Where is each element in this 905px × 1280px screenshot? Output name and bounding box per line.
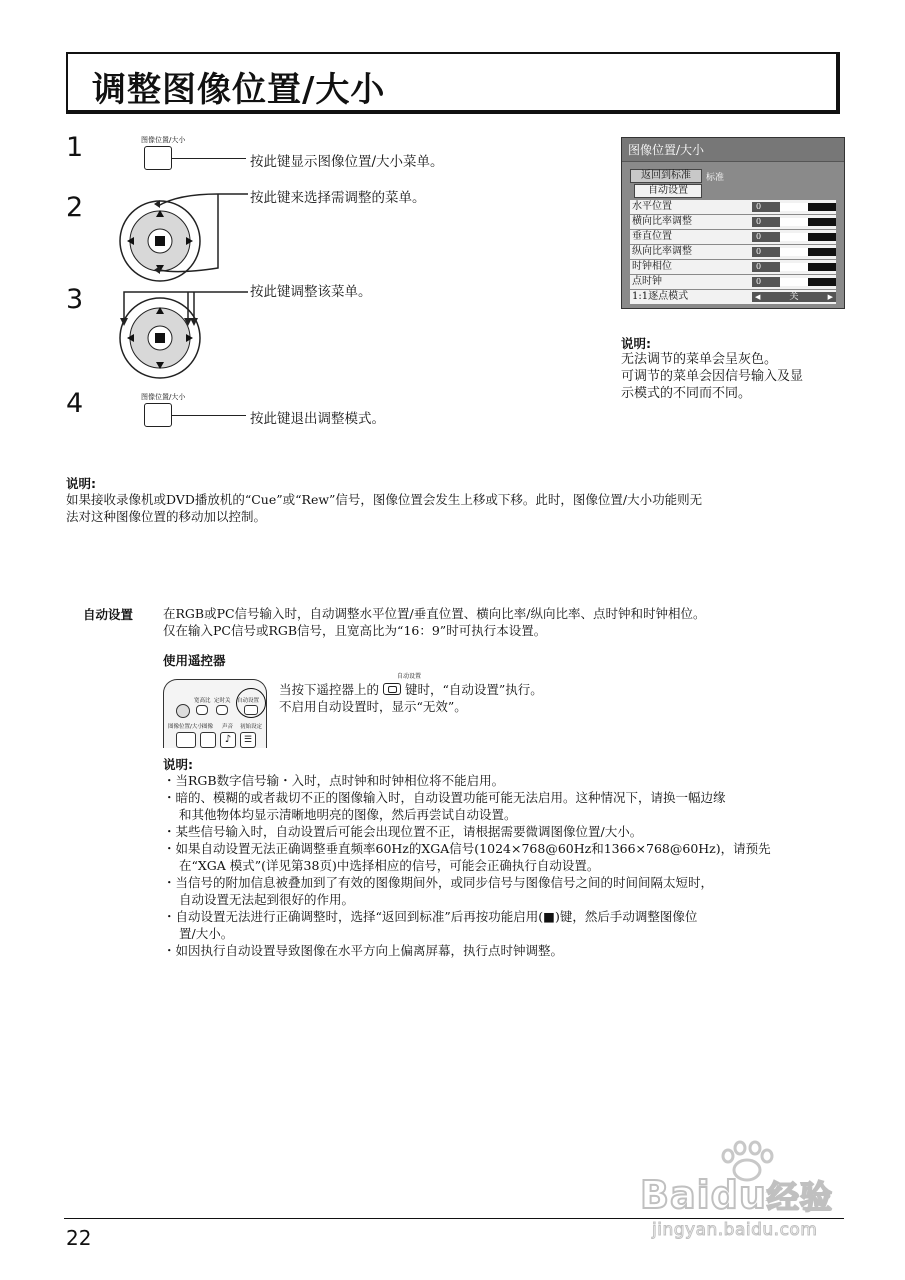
osd-row-label: 纵向比率调整 bbox=[632, 246, 692, 257]
remote-auto-label: 自动设置 bbox=[237, 698, 260, 704]
bullet-line: ・如因执行自动设置导致图像在水平方向上偏离屏幕，执行点时钟调整。 bbox=[163, 943, 564, 958]
left-arrow-icon: ◀ bbox=[755, 293, 761, 301]
step-1-leader-line bbox=[172, 158, 246, 159]
osd-dot-mode-value: 关 bbox=[789, 292, 799, 302]
auto-setup-body bbox=[163, 605, 853, 639]
osd-row-slider[interactable] bbox=[780, 278, 836, 286]
osd-row-label: 横向比率调整 bbox=[632, 216, 692, 227]
pos-size-button-icon bbox=[176, 732, 196, 748]
osd-row-label: 垂直位置 bbox=[632, 231, 672, 242]
bullet-line: 置/大小。 bbox=[179, 926, 234, 941]
step-4-key-label: 图像位置/大小 bbox=[141, 393, 186, 401]
page-title: 调整图像位置/大小 bbox=[92, 70, 386, 110]
remote-pos-size-label: 图像位置/大小 bbox=[168, 724, 203, 730]
osd-row-value: 0 bbox=[752, 262, 780, 272]
picture-button-icon bbox=[200, 732, 216, 748]
osd-row-value: 0 bbox=[752, 217, 780, 227]
bullet-line: ・当信号的附加信息被叠加到了有效的图像期间外，或同步信号与图像信号之间的时间间隔太短时， bbox=[163, 875, 714, 890]
osd-reset-item[interactable]: 返回到标准 bbox=[630, 169, 702, 183]
osd-dot-mode-select[interactable] bbox=[752, 292, 836, 302]
watermark-brand-bai: Bai bbox=[640, 1173, 711, 1217]
auto-setup-inline-icon bbox=[383, 683, 401, 695]
osd-row-value: 0 bbox=[752, 232, 780, 242]
osd-row-label: 时钟相位 bbox=[632, 261, 672, 272]
remote-line-1 bbox=[279, 681, 849, 698]
page-number: 22 bbox=[66, 1226, 92, 1250]
osd-row-slider[interactable] bbox=[780, 203, 836, 211]
bullet-item bbox=[163, 789, 853, 823]
bullet-item bbox=[163, 840, 853, 874]
remote-setup-label: 初始设定 bbox=[240, 724, 263, 730]
right-arrow-icon: ▶ bbox=[827, 293, 833, 301]
auto-setup-line: 在RGB或PC信号输入时，自动调整水平位置/垂直位置、横向比率/纵向比率、点时钟和时钟相位。 bbox=[163, 606, 706, 621]
note-1-body bbox=[66, 491, 848, 525]
note-2-heading: 说明: bbox=[163, 757, 193, 772]
step-4-number: 4 bbox=[66, 388, 84, 419]
bullet-line: 自动设置无法起到很好的作用。 bbox=[179, 892, 355, 907]
osd-row-h-position[interactable] bbox=[630, 200, 836, 214]
auto-setup-label: 自动设置 bbox=[83, 607, 134, 622]
pos-size-key-icon bbox=[144, 146, 172, 170]
side-note-line: 可调节的菜单会因信号输入及显 bbox=[621, 369, 804, 384]
bullet-item bbox=[163, 823, 853, 840]
footer-rule bbox=[64, 1218, 844, 1219]
power-icon bbox=[176, 704, 190, 718]
osd-rows bbox=[630, 200, 836, 305]
note-2-bullets bbox=[163, 772, 853, 959]
osd-row-label: 点时钟 bbox=[632, 276, 662, 287]
osd-row-v-position[interactable] bbox=[630, 230, 836, 244]
auto-setup-button-icon bbox=[244, 705, 258, 715]
osd-row-slider[interactable] bbox=[780, 248, 836, 256]
osd-row-label: 1:1逐点模式 bbox=[632, 291, 689, 302]
remote-illustration bbox=[163, 679, 267, 748]
step-3-text: 按此键调整该菜单。 bbox=[250, 284, 372, 300]
baidu-watermark bbox=[640, 1140, 855, 1245]
step-2-number: 2 bbox=[66, 192, 84, 223]
osd-row-value: 0 bbox=[752, 277, 780, 287]
note-1-heading: 说明: bbox=[66, 476, 96, 491]
pos-size-key-icon-2 bbox=[144, 403, 172, 427]
osd-menu-title: 图像位置/大小 bbox=[622, 138, 844, 162]
remote-heading: 使用遥控器 bbox=[163, 653, 226, 668]
side-note-body bbox=[621, 351, 803, 402]
side-note-line: 示模式的不同而不同。 bbox=[621, 386, 752, 401]
side-note-line: 无法调节的菜单会呈灰色。 bbox=[621, 352, 778, 367]
osd-row-slider[interactable] bbox=[780, 218, 836, 226]
bullet-item bbox=[163, 942, 853, 959]
bullet-line: ・暗的、模糊的或者裁切不正的图像输入时，自动设置功能可能无法启用。这种情况下，请换一幅边缘 bbox=[163, 790, 726, 805]
bullet-line: ・当RGB数字信号输・入时，点时钟和时钟相位将不能启用。 bbox=[163, 773, 505, 788]
dpad-left-right-icon bbox=[118, 282, 248, 392]
watermark-brand-du: du bbox=[710, 1173, 767, 1217]
setup-list-icon: ☰ bbox=[240, 732, 256, 748]
step-1-number: 1 bbox=[66, 132, 84, 163]
remote-line-2: 不启用自动设置时，显示“无效”。 bbox=[279, 699, 467, 714]
watermark-url: jingyan.baidu.com bbox=[652, 1220, 818, 1240]
remote-sound-label: 声音 bbox=[222, 724, 234, 730]
sound-note-icon: ♪ bbox=[220, 732, 236, 748]
osd-row-h-size[interactable] bbox=[630, 215, 836, 229]
watermark-brand-cn: 经验 bbox=[766, 1178, 833, 1216]
bullet-line: ・如果自动设置无法正确调整垂直频率60Hz的XGA信号(1024×768@60Hz和1366×768@60Hz)，请预先 bbox=[163, 841, 771, 856]
bullet-line: ・某些信号输入时，自动设置后可能会出现位置不正，请根据需要微调图像位置/大小。 bbox=[163, 824, 643, 839]
bullet-line: ・自动设置无法进行正确调整时，选择“返回到标准”后再按功能启用(■)键，然后手动调整图像位 bbox=[163, 909, 698, 924]
step-3-number: 3 bbox=[66, 284, 84, 315]
step-4-leader-line bbox=[172, 415, 246, 416]
osd-row-dot-mode[interactable] bbox=[630, 290, 836, 304]
remote-instructions bbox=[279, 681, 849, 715]
bullet-item bbox=[163, 772, 853, 789]
bullet-item bbox=[163, 874, 853, 908]
aspect-button-icon bbox=[196, 705, 208, 715]
title-box bbox=[66, 52, 840, 114]
osd-row-v-size[interactable] bbox=[630, 245, 836, 259]
bullet-line: 和其他物体均显示清晰地明亮的图像，然后再尝试自动设置。 bbox=[179, 807, 517, 822]
osd-row-clock-phase[interactable] bbox=[630, 260, 836, 274]
side-note-heading: 说明: bbox=[621, 336, 651, 351]
osd-row-slider[interactable] bbox=[780, 263, 836, 271]
remote-line-1-b: 键时，“自动设置”执行。 bbox=[405, 682, 543, 697]
osd-row-dot-clock[interactable] bbox=[630, 275, 836, 289]
note-1-line: 如果接收录像机或DVD播放机的“Cue”或“Rew”信号，图像位置会发生上移或下移。此时，图像位置/大小功能则无 bbox=[66, 492, 703, 507]
osd-auto-setup-item[interactable]: 自动设置 bbox=[634, 184, 702, 198]
watermark-brand bbox=[640, 1172, 833, 1218]
remote-picture-label: 图像 bbox=[202, 724, 214, 730]
note-1-line: 法对这种图像位置的移动加以控制。 bbox=[66, 509, 267, 524]
step-4-text: 按此键退出调整模式。 bbox=[250, 411, 385, 427]
auto-setup-line: 仅在输入PC信号或RGB信号，且宽高比为“16：9”时可执行本设置。 bbox=[163, 623, 547, 638]
bullet-line: 在“XGA 模式”(详见第38页)中选择相应的信号，可能会正确执行自动设置。 bbox=[179, 858, 600, 873]
step-1-key-label: 图像位置/大小 bbox=[141, 136, 186, 144]
remote-line-1-a: 当按下遥控器上的 bbox=[279, 682, 380, 697]
remote-aspect-label: 宽高比 bbox=[194, 698, 211, 704]
bullet-item bbox=[163, 908, 853, 942]
osd-menu bbox=[621, 137, 845, 309]
osd-row-value: 0 bbox=[752, 247, 780, 257]
timer-button-icon bbox=[216, 705, 228, 715]
osd-row-slider[interactable] bbox=[780, 233, 836, 241]
dpad-up-down-icon bbox=[118, 192, 248, 284]
osd-reset-value: 标准 bbox=[706, 173, 725, 183]
step-2-text: 按此键来选择需调整的菜单。 bbox=[250, 190, 426, 206]
inline-auto-icon-label: 自动设置 bbox=[397, 673, 422, 680]
osd-row-label: 水平位置 bbox=[632, 201, 672, 212]
step-1-text: 按此键显示图像位置/大小菜单。 bbox=[250, 154, 444, 170]
osd-row-value: 0 bbox=[752, 202, 780, 212]
remote-timer-label: 定时关 bbox=[214, 698, 231, 704]
